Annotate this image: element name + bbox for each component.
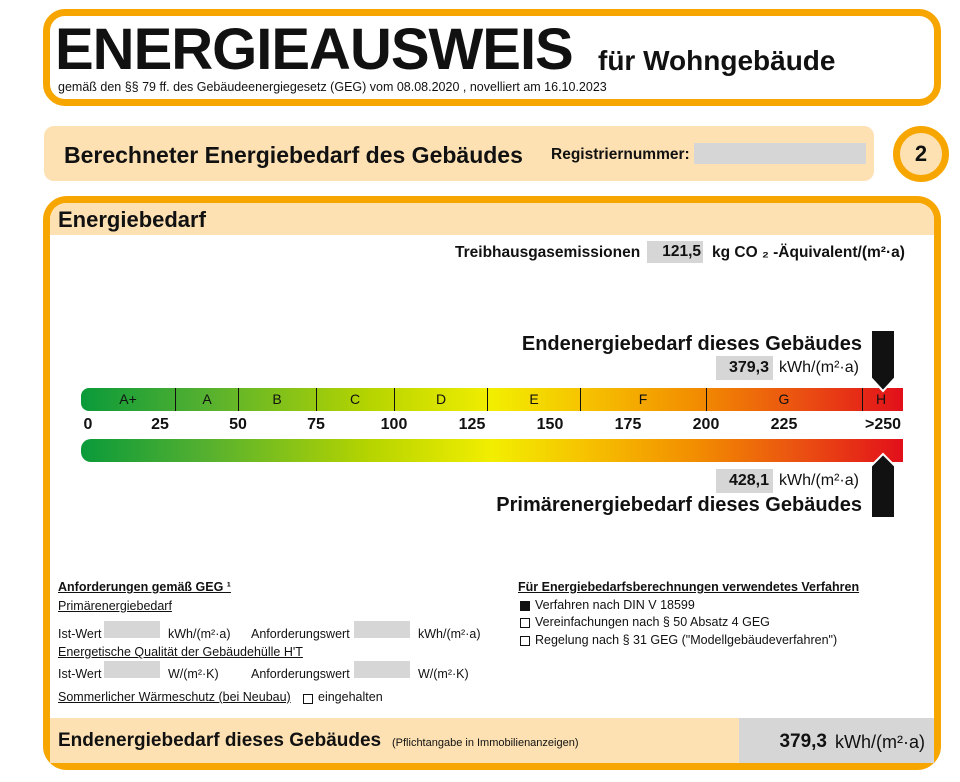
efficiency-scale-bar-lower xyxy=(81,439,903,462)
scale-tick: 150 xyxy=(536,416,564,433)
footer-value: 379,3 xyxy=(779,731,827,752)
actual-value-label: Ist-Wert xyxy=(58,627,102,641)
class-label: E xyxy=(529,391,539,407)
class-label: D xyxy=(435,391,447,407)
class-label: A+ xyxy=(119,391,137,407)
ghg-label: Treibhausgasemissionen xyxy=(455,244,641,261)
footer-label: Endenergiebedarf dieses Gebäudes xyxy=(58,730,382,751)
method-option-simplified: Vereinfachungen nach § 50 Absatz 4 GEG xyxy=(535,615,770,629)
class-label: F xyxy=(638,391,648,407)
end-energy-unit: kWh/(m²·a) xyxy=(779,359,859,376)
ghg-value: 121,5 xyxy=(662,243,701,260)
footer-note: (Pflichtangabe in Immobilienanzeigen) xyxy=(392,737,579,749)
envelope-actual-unit: W/(m²·K) xyxy=(168,667,219,681)
primary-energy-arrow-icon xyxy=(863,452,903,520)
registration-number-field xyxy=(694,143,866,164)
scale-tick: 200 xyxy=(692,416,720,433)
scale-tick: 25 xyxy=(151,416,169,433)
end-energy-value: 379,3 xyxy=(728,359,769,376)
class-label: A xyxy=(202,391,212,407)
class-label: C xyxy=(349,391,361,407)
class-divider xyxy=(316,388,317,411)
scale-tick: >250 xyxy=(864,416,902,433)
envelope-actual-value-field xyxy=(104,661,160,678)
method-option-model: Regelung nach § 31 GEG ("Modellgebäudeverfahren") xyxy=(535,633,838,647)
scale-tick: 0 xyxy=(83,416,93,433)
scale-tick: 50 xyxy=(229,416,247,433)
end-energy-label: Endenergiebedarf dieses Gebäudes xyxy=(521,333,862,355)
panel-title: Energiebedarf xyxy=(58,207,206,232)
scale-tick: 100 xyxy=(380,416,408,433)
class-divider xyxy=(394,388,395,411)
summer-protection-checkbox[interactable] xyxy=(303,694,313,704)
ghg-unit: kg CO ₂ -Äquivalent/(m²·a) xyxy=(712,244,905,261)
class-divider xyxy=(580,388,581,411)
envelope-requirement-value-field xyxy=(354,661,410,678)
method-checkbox-simplified[interactable] xyxy=(520,618,530,628)
class-label: B xyxy=(272,391,282,407)
scale-tick: 125 xyxy=(458,416,486,433)
page-number: 2 xyxy=(914,141,928,166)
class-label: H xyxy=(875,391,887,407)
section-title: Berechneter Energiebedarf des Gebäudes xyxy=(64,142,523,168)
document-subtitle: für Wohngebäude xyxy=(598,45,836,76)
envelope-requirement-unit: W/(m²·K) xyxy=(418,667,469,681)
envelope-quality-heading: Energetische Qualität der Gebäudehülle H'T xyxy=(58,645,303,659)
footer-unit: kWh/(m²·a) xyxy=(835,732,925,752)
primary-energy-value: 428,1 xyxy=(728,472,769,489)
primary-energy-label: Primärenergiebedarf dieses Gebäudes xyxy=(496,494,862,516)
method-heading: Für Energiebedarfsberechnungen verwendetes Verfahren xyxy=(518,580,860,594)
primary-actual-value-field xyxy=(104,621,160,638)
primary-requirements-heading: Primärenergiebedarf xyxy=(58,599,172,613)
document-title: ENERGIEAUSWEIS xyxy=(55,17,573,82)
legal-basis: gemäß den §§ 79 ff. des Gebäudeenergiegesetz (GEG) vom 08.08.2020 , novelliert am 16.10.2023 xyxy=(58,80,607,94)
class-divider xyxy=(175,388,176,411)
registration-label: Registriernummer: xyxy=(551,146,690,163)
class-label: G xyxy=(778,391,790,407)
primary-requirement-value-field xyxy=(354,621,410,638)
class-divider xyxy=(706,388,707,411)
requirement-value-label: Anforderungswert xyxy=(251,667,350,681)
actual-value-label: Ist-Wert xyxy=(58,667,102,681)
scale-tick: 225 xyxy=(770,416,798,433)
class-divider xyxy=(238,388,239,411)
method-checkbox-model[interactable] xyxy=(520,636,530,646)
method-checkbox-din[interactable] xyxy=(520,601,530,611)
primary-requirement-unit: kWh/(m²·a) xyxy=(418,627,481,641)
primary-energy-unit: kWh/(m²·a) xyxy=(779,472,859,489)
requirements-heading: Anforderungen gemäß GEG ¹ xyxy=(58,580,231,594)
summer-protection-check-label: eingehalten xyxy=(318,690,383,704)
primary-actual-unit: kWh/(m²·a) xyxy=(168,627,231,641)
end-energy-arrow-icon xyxy=(863,330,903,396)
summer-protection-label: Sommerlicher Wärmeschutz (bei Neubau) xyxy=(58,690,291,704)
requirement-value-label: Anforderungswert xyxy=(251,627,350,641)
scale-tick: 75 xyxy=(307,416,325,433)
method-option-din: Verfahren nach DIN V 18599 xyxy=(535,598,695,612)
class-divider xyxy=(487,388,488,411)
scale-tick: 175 xyxy=(614,416,642,433)
